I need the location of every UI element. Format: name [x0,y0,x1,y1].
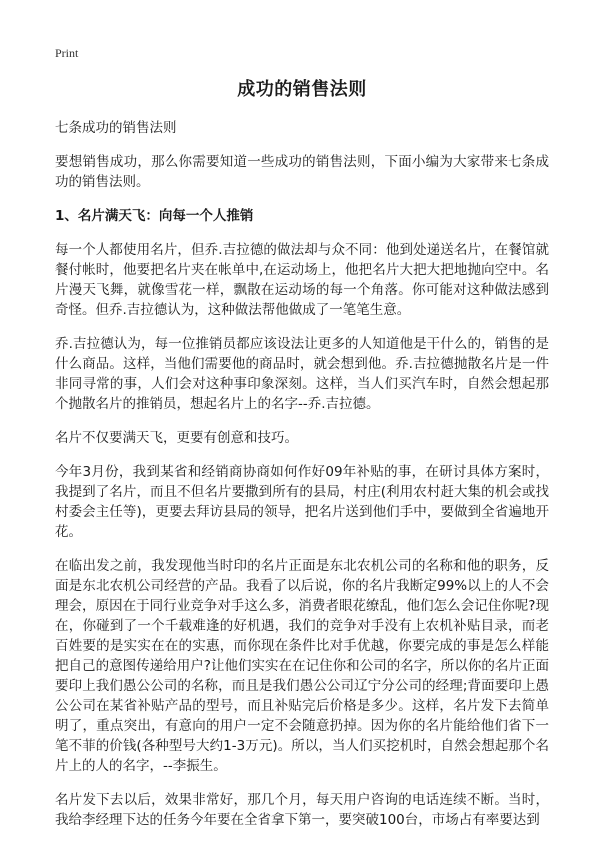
body-paragraph: 乔.吉拉德认为，每一位推销员都应该设法让更多的人知道他是干什么的，销售的是什么商品。这样，当他们需要他的商品时，就会想到他。乔.吉拉德抛散名片是一件非同寻常的事，人们会对这种事印象深刻。这样，当人们买汽车时，自然会想起那个抛散名片的推销员，想起名片上的名字--乔.吉拉德。 [55,336,549,412]
section-heading: 1、名片满天飞：向每一个人推销 [55,208,254,224]
body-paragraph: 名片发下去以后，效果非常好，那几个月，每天用户咨询的电话连续不断。当时，我给李经理下达的任务今年要在全省拿下第一，要突破100台，市场占有率要达到 [55,792,549,828]
body-paragraph: 在临出发之前，我发现他当时印的名片正面是东北农机公司的名称和他的职务，反面是东北农机公司经营的产品。我看了以后说，你的名片我断定99%以上的人不会理会，原因在于同行业竞争对手这么多，消费者眼花缭乱，他们怎么会记住你呢?现在，你碰到了一个千载难逢的好机遇，我们的竞争对手没有上农机补贴目录，而老百姓要的是实实在在的实惠，而你现在条件比对手优越，你要完成的事是怎么样能把自己的意图传递给用户?让他们实实在在记住你和公司的名字，所以你的名片正面要印上我们愚公公司的名称，而且是我们愚公公司辽宁分公司的经理;背面要印上愚公公司在某省补贴产品的型号，而且补贴完后价格是多少。这样，名片发下去简单明了，重点突出，有意向的用户一定不会随意扔掉。因为你的名片能给他们省下一笔不菲的价钱(各种型号大约1-3万元)。所以，当人们买挖机时，自然会想起那个名片上的人的名字，--李振生。 [55,558,549,774]
intro-paragraph: 要想销售成功，那么你需要知道一些成功的销售法则，下面小编为大家带来七条成功的销售法则。 [55,154,549,190]
body-paragraph: 每一个人都使用名片，但乔.吉拉德的做法却与众不同：他到处递送名片，在餐馆就餐付帐时，他要把名片夹在帐单中,在运动场上，他把名片大把大把地抛向空中。名片漫天飞舞，就像雪花一样，飘散在运动场的每一个角落。你可能对这种做法感到奇怪。但乔.吉拉德认为，这种做法帮他做成了一笔笔生意。 [55,242,549,318]
document-subtitle: 七条成功的销售法则 [55,120,177,136]
print-link[interactable]: Print [55,46,79,60]
page-title: 成功的销售法则 [237,79,367,100]
body-paragraph: 名片不仅要满天飞，更要有创意和技巧。 [55,430,298,446]
body-paragraph: 今年3月份，我到某省和经销商协商如何作好09年补贴的事，在研讨具体方案时，我提到了名片，而且不但名片要撒到所有的县局，村庄(利用农村赶大集的机会或找村委会主任等)，更要去拜访县局的领导，把名片送到他们手中，要做到全省遍地开花。 [55,464,549,540]
document-body [55,78,549,844]
